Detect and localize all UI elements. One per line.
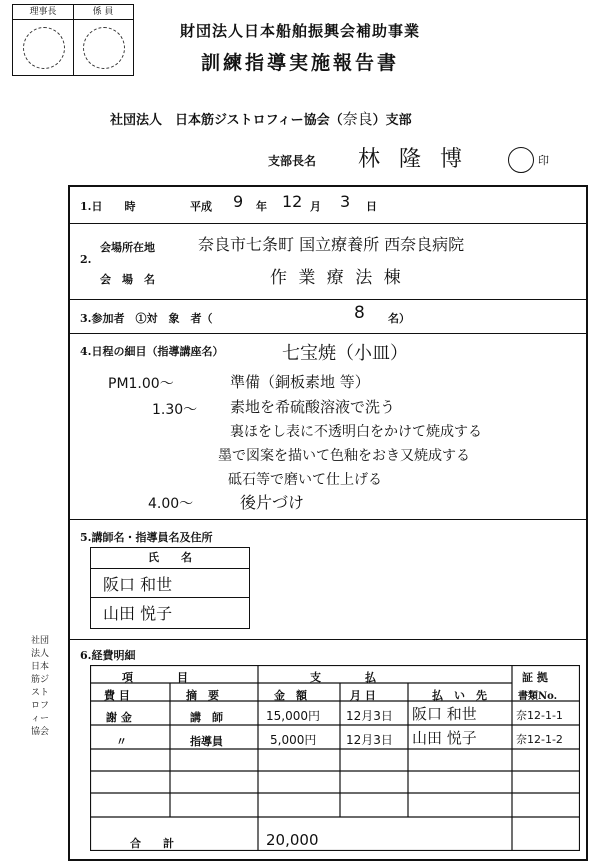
total-amount: 20,000 (266, 831, 319, 849)
venue-location-label: 会場所在地 (100, 241, 155, 254)
schedule-time-1: PM1.00〜 (108, 376, 174, 392)
date-era: 平成 (190, 200, 212, 213)
subsidy-title: 財団法人日本船舶振興会補助事業 (179, 22, 420, 40)
report-title: 訓練指導実施報告書 (200, 52, 399, 74)
expense-date-2: 12月3日 (346, 733, 393, 747)
instructors-label: 5.講師名・指導員名及住所 (80, 531, 213, 544)
branch-head-label: 支部長名 (268, 154, 317, 168)
header-payee: 払 い 先 (432, 689, 487, 702)
total-label: 合 計 (130, 837, 174, 850)
instructors-table (90, 547, 250, 629)
month-unit: 月 (310, 200, 321, 213)
schedule-step-4: 墨で図案を描いて色釉をおき又焼成する (218, 448, 470, 464)
venue-num: 2. (80, 253, 92, 266)
schedule-step-3: 裏ほをし表に不透明白をかけて焼成する (230, 424, 482, 440)
header-item: 項 目 (122, 671, 188, 684)
date-year: 9 (233, 192, 244, 211)
venue-location: 奈良市七条町 国立療養所 西奈良病院 (198, 235, 465, 254)
schedule-row (70, 333, 586, 520)
venue-name-label: 会 場 名 (100, 273, 155, 286)
seal-char: 印 (538, 154, 549, 167)
venue-row (70, 223, 586, 300)
instructors-row (70, 519, 586, 640)
instructors-col-header: 氏 名 (91, 548, 249, 569)
side-org-text: 社団法人日本筋ジストロフィー協会 (30, 636, 49, 737)
date-month: 12 (282, 192, 303, 211)
instructor-name-2: 山田 悦子 (103, 604, 173, 623)
date-day: 3 (340, 192, 351, 211)
expense-summary-2: 指導員 (190, 735, 223, 748)
expense-category-2: 〃 (116, 735, 127, 748)
expense-summary-1: 講 師 (190, 711, 223, 724)
chief-stamp-label: 理事長 (13, 5, 73, 20)
day-unit: 日 (366, 200, 377, 213)
organization-line (110, 108, 412, 129)
org-branch: 奈良 (342, 110, 373, 128)
participants-count: 8 (354, 303, 365, 323)
header-summary: 摘 要 (186, 689, 219, 702)
expense-cert-2: 奈12-1-2 (516, 733, 563, 746)
participants-label: 3.参加者 ①対 象 者（ (80, 312, 213, 325)
name-seal-icon (508, 147, 534, 173)
instructor-name-1: 阪口 和世 (103, 575, 173, 594)
report-form (68, 185, 588, 861)
branch-head-name: 林 隆 博 (358, 147, 468, 172)
expenses-row (70, 639, 586, 857)
schedule-step-2: 素地を希硫酸溶液で洗う (230, 398, 396, 416)
schedule-step-5: 砥石等で磨いて仕上げる (228, 472, 382, 488)
participants-suffix: 名） (388, 312, 410, 325)
header-cert-no: 書類No. (518, 691, 558, 702)
expense-payee-2: 山田 悦子 (412, 729, 477, 747)
expenses-label: 6.経費明細 (80, 649, 136, 662)
schedule-step-1: 準備（銅板素地 等） (230, 373, 370, 391)
header-category: 費 目 (104, 689, 130, 702)
expense-date-1: 12月3日 (346, 709, 393, 723)
venue-name: 作 業 療 法 棟 (270, 268, 404, 288)
expense-amount-1: 15,000円 (266, 709, 320, 723)
schedule-step-6: 後片づけ (240, 493, 305, 512)
org-prefix: 社団法人 日本筋ジストロフィー協会（ (110, 113, 343, 128)
date-label: 1.日 時 (80, 200, 136, 213)
expense-payee-1: 阪口 和世 (412, 705, 477, 723)
schedule-label: 4.日程の細目（指導講座名） (80, 345, 224, 358)
header-date: 月 日 (350, 689, 376, 702)
date-row (70, 187, 586, 224)
expense-category-1: 謝 金 (106, 711, 132, 724)
expense-amount-2: 5,000円 (270, 733, 317, 747)
course-name: 七宝焼（小皿） (282, 343, 408, 364)
expenses-table (90, 665, 580, 851)
schedule-time-6: 4.00〜 (148, 496, 194, 512)
expense-cert-1: 奈12-1-1 (516, 709, 563, 722)
header-amount: 金 額 (274, 689, 307, 702)
header-payment: 支 払 (310, 671, 376, 684)
header-evidence: 証 拠 (522, 671, 548, 684)
staff-stamp-label: 係 員 (73, 5, 133, 20)
participants-row (70, 299, 586, 334)
org-suffix: ）支部 (372, 113, 412, 128)
schedule-time-2: 1.30〜 (152, 402, 198, 418)
year-unit: 年 (256, 200, 267, 213)
